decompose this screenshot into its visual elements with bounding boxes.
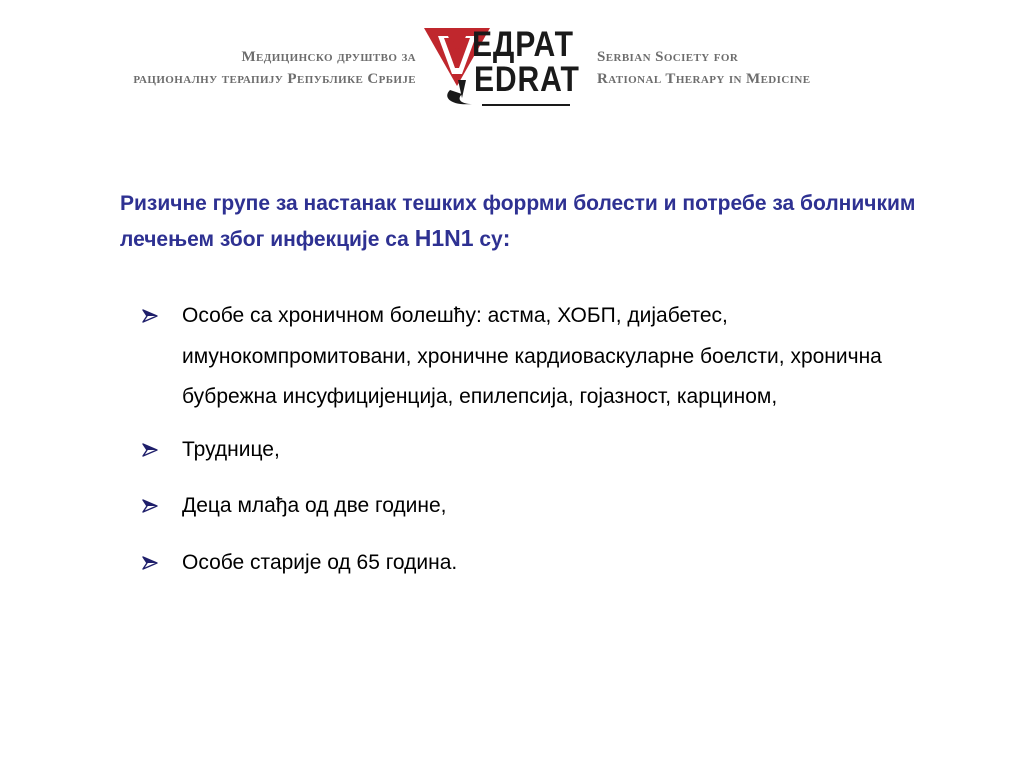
org-name-english bbox=[597, 46, 810, 90]
slide-title-colon: : bbox=[502, 225, 511, 251]
list-item-text: Деца млађа од две године, bbox=[182, 494, 447, 517]
list-item bbox=[142, 430, 942, 471]
logo-text-cyrillic: ЕДРАТ bbox=[472, 25, 574, 64]
slide-header bbox=[0, 0, 1024, 120]
org-name-serbian-line1: Медицинско друштво за bbox=[241, 49, 416, 65]
arrowhead-bullet-icon bbox=[142, 309, 158, 323]
list-item bbox=[142, 296, 942, 418]
logo-underline bbox=[482, 104, 570, 106]
slide-title-tail: су bbox=[479, 228, 503, 251]
logo-text-latin: EDRAT bbox=[474, 60, 580, 99]
list-item bbox=[142, 486, 942, 527]
slide-title-main: Ризичне групе за настанак тешких форрми болести и потребе за болничким лечењем због инфекције са bbox=[120, 192, 916, 251]
slide-title bbox=[120, 187, 960, 257]
org-name-english-line2: Rational Therapy in Medicine bbox=[597, 71, 811, 87]
org-name-serbian bbox=[133, 46, 416, 90]
org-name-english-line1: Serbian Society for bbox=[597, 49, 739, 65]
arrowhead-bullet-icon bbox=[142, 443, 158, 457]
medrat-logo bbox=[422, 24, 580, 112]
arrowhead-bullet-icon bbox=[142, 499, 158, 513]
list-item-text: Особе са хроничном болешћу: астма, ХОБП, дијабетес, имунокомпромитовани, хроничне кардиоваскуларне боелсти, хронична бубрежна инсуфицијенција, епилепсија, гојазност, карцином, bbox=[182, 304, 882, 408]
risk-group-list bbox=[142, 296, 942, 599]
list-item-text: Труднице, bbox=[182, 437, 280, 461]
arrowhead-bullet-icon bbox=[142, 556, 158, 570]
list-item-text: Особе старије од 65 година. bbox=[182, 550, 458, 574]
org-name-serbian-line2: рационалну терапију Републике Србије bbox=[133, 71, 416, 87]
list-item bbox=[142, 543, 942, 584]
slide-title-virus-name: H1N1 bbox=[414, 225, 474, 251]
